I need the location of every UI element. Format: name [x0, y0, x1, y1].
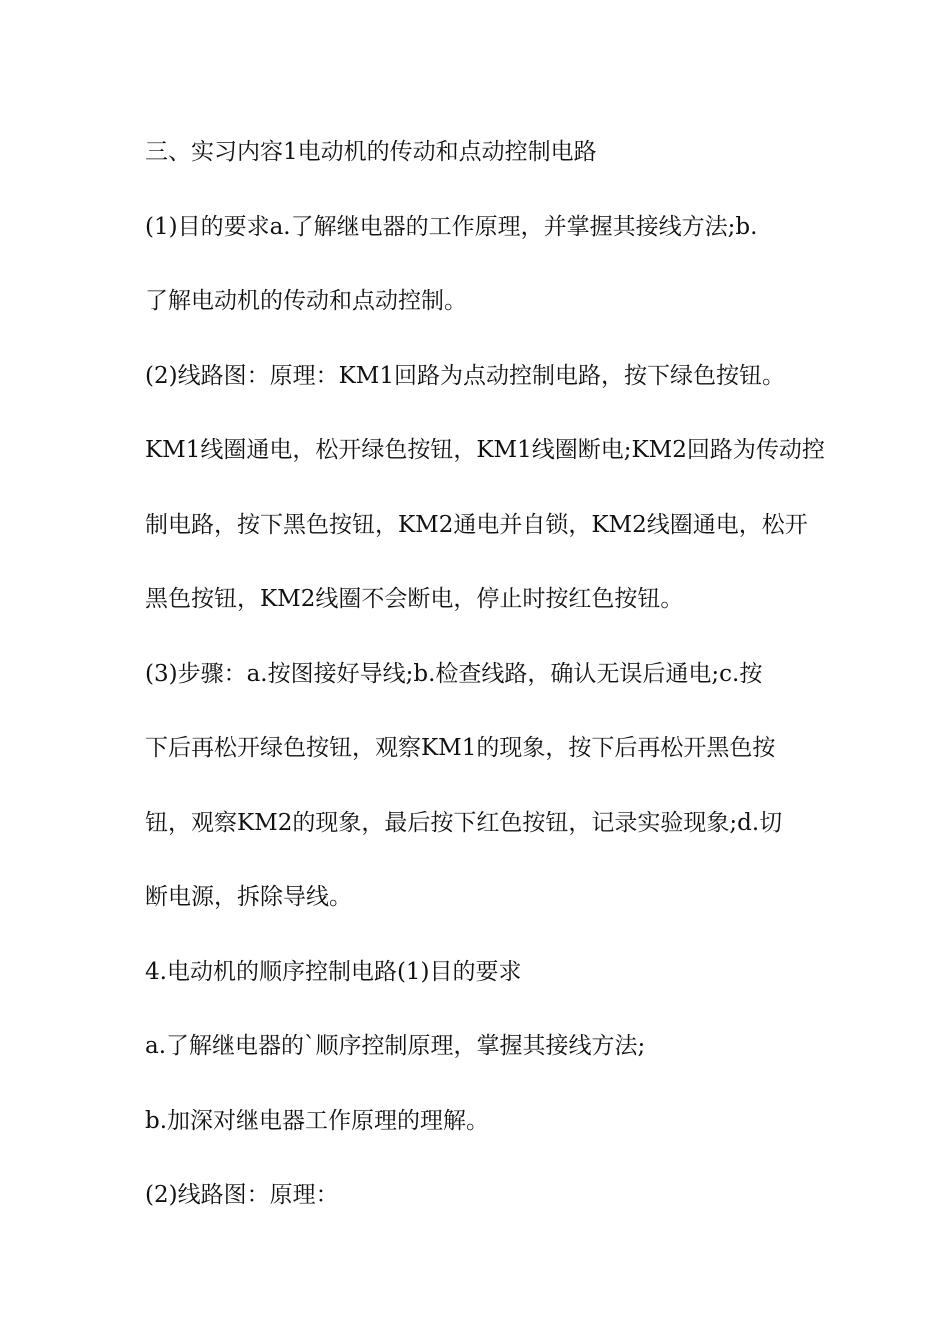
- text-line: (1)目的要求a.了解继电器的工作原理，并掌握其接线方法;b.: [145, 214, 758, 240]
- text-line: 钮，观察KM2的现象，最后按下红色按钮，记录实验现象;d.切: [145, 810, 783, 836]
- text-line: 了解电动机的传动和点动控制。: [145, 288, 467, 314]
- text-line: 断电源，拆除导线。: [145, 884, 352, 910]
- text-line: KM1线圈通电，松开绿色按钮，KM1线圈断电;KM2回路为传动控: [145, 437, 825, 463]
- text-line: 黑色按钮，KM2线圈不会断电，停止时按红色按钮。: [145, 586, 684, 612]
- text-line: (3)步骤：a.按图接好导线;b.检查线路，确认无误后通电;c.按: [145, 661, 763, 687]
- text-line: 三、实习内容1电动机的传动和点动控制电路: [145, 139, 597, 165]
- text-line: 下后再松开绿色按钮，观察KM1的现象，按下后再松开黑色按: [145, 735, 776, 761]
- text-line: (2)线路图：原理：: [145, 1182, 339, 1208]
- text-line: (2)线路图：原理：KM1回路为点动控制电路，按下绿色按钮。: [145, 363, 785, 389]
- text-line: b.加深对继电器工作原理的理解。: [145, 1108, 490, 1134]
- text-line: 制电路，按下黑色按钮，KM2通电并自锁，KM2线圈通电，松开: [145, 512, 808, 538]
- text-line: a.了解继电器的`顺序控制原理，掌握其接线方法;: [145, 1033, 646, 1059]
- text-line: 4.电动机的顺序控制电路(1)目的要求: [145, 959, 522, 985]
